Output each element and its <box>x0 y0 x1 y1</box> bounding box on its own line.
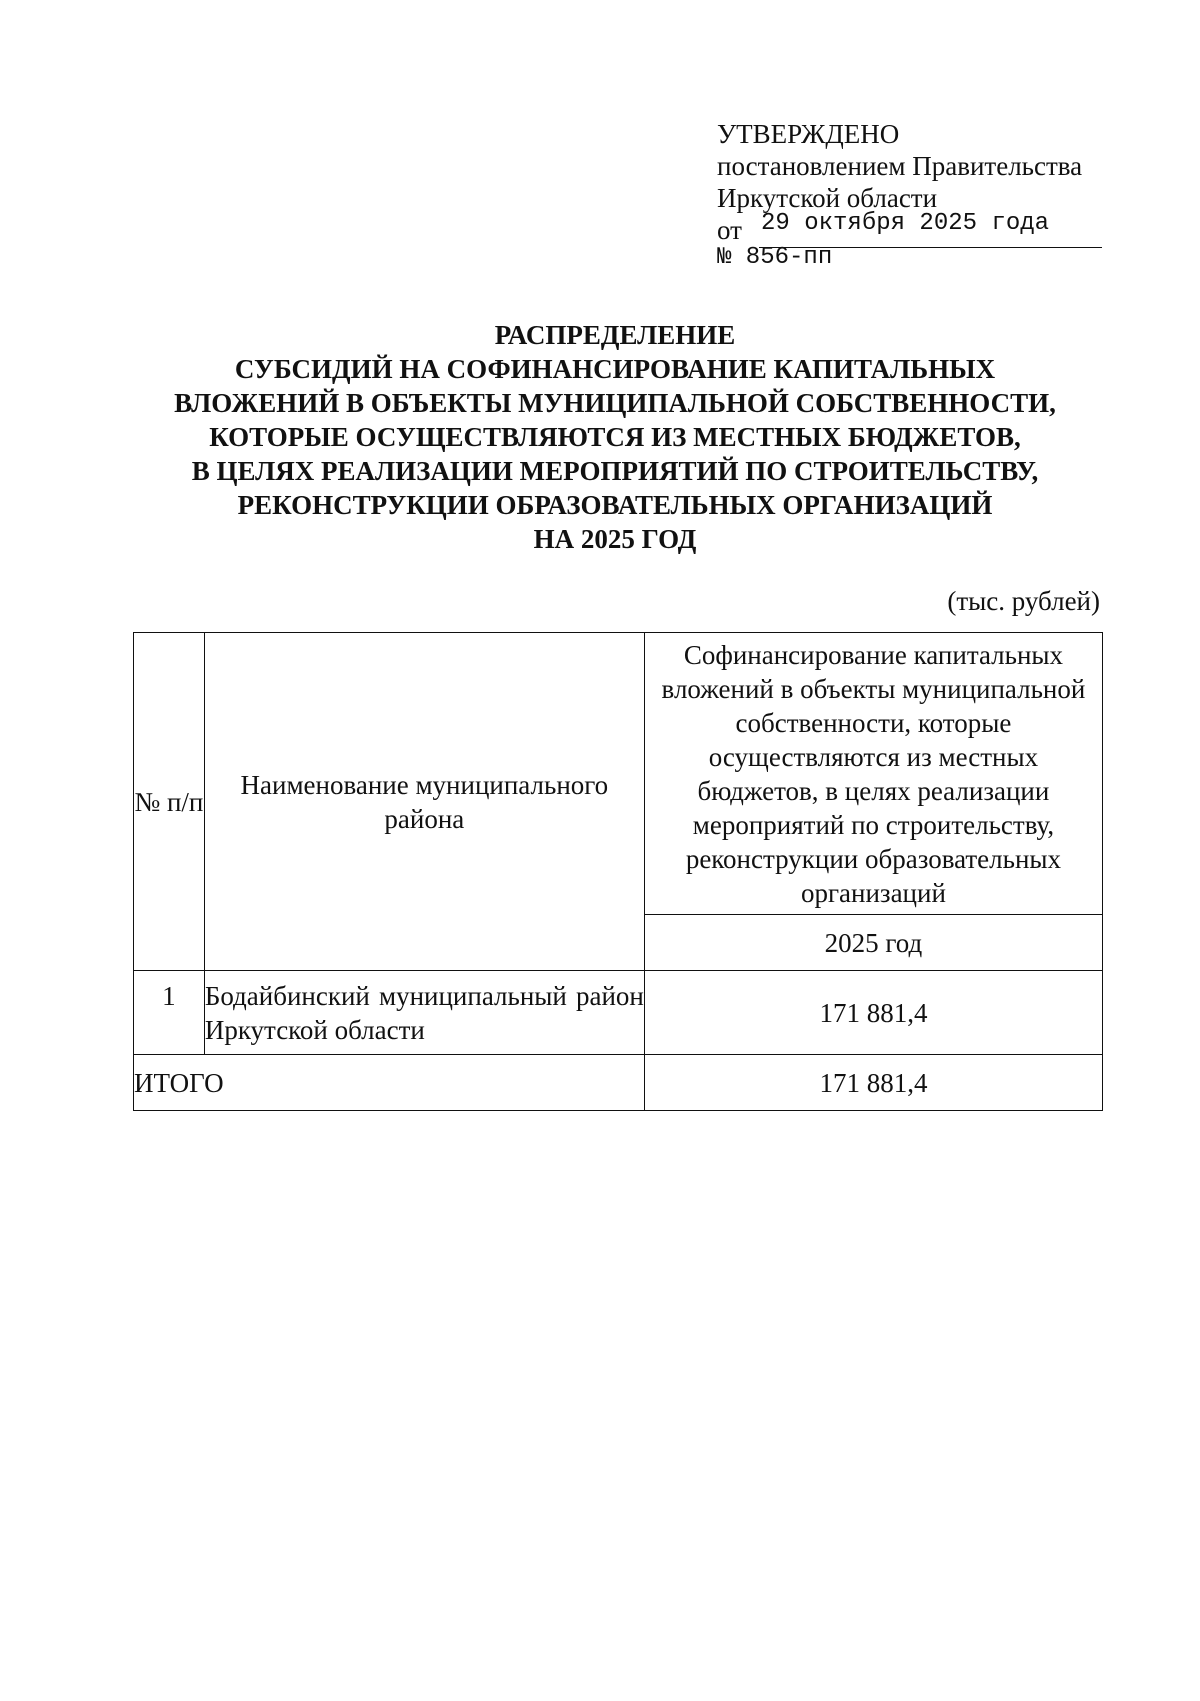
approval-date-label: от <box>717 215 742 245</box>
approval-number-value: № 856-пп <box>717 244 833 271</box>
table-row <box>134 971 1103 1055</box>
title-line: СУБСИДИЙ НА СОФИНАНСИРОВАНИЕ КАПИТАЛЬНЫХ <box>234 354 996 384</box>
title-line: НА 2025 ГОД <box>533 524 697 554</box>
title-line: ВЛОЖЕНИЙ В ОБЪЕКТЫ МУНИЦИПАЛЬНОЙ СОБСТВЕННОСТИ, <box>174 388 1056 418</box>
header-num: № п/п <box>134 633 205 971</box>
total-label: ИТОГО <box>134 1055 645 1111</box>
title-line: РЕКОНСТРУКЦИИ ОБРАЗОВАТЕЛЬНЫХ ОРГАНИЗАЦИЙ <box>237 490 993 520</box>
total-row <box>134 1055 1103 1111</box>
approval-date-value: 29 октября 2025 года <box>761 210 1050 237</box>
row-num: 1 <box>134 971 205 1055</box>
total-value: 171 881,4 <box>644 1055 1102 1111</box>
header-value: Софинансирование капитальных вложений в объекты муниципальной собственности, которые осуществляются из местных бюджетов, в целях реализации мероприятий по строительству, реконструкции образовательных организаций <box>644 633 1102 915</box>
title-line: В ЦЕЛЯХ РЕАЛИЗАЦИИ МЕРОПРИЯТИЙ ПО СТРОИТЕЛЬСТВУ, <box>191 456 1039 486</box>
header-name: Наименование муниципального района <box>204 633 644 971</box>
date-underline <box>759 247 1102 248</box>
title-line: РАСПРЕДЕЛЕНИЕ <box>494 320 736 350</box>
document-title <box>130 318 1100 556</box>
row-value: 171 881,4 <box>644 971 1102 1055</box>
approval-block <box>717 118 1102 276</box>
units-label: (тыс. рублей) <box>947 586 1100 616</box>
approval-line-2: Иркутской области <box>717 183 938 213</box>
header-year: 2025 год <box>644 915 1102 971</box>
approval-line-1: постановлением Правительства <box>717 151 1083 181</box>
title-line: КОТОРЫЕ ОСУЩЕСТВЛЯЮТСЯ ИЗ МЕСТНЫХ БЮДЖЕТОВ, <box>209 422 1021 452</box>
approval-status: УТВЕРЖДЕНО <box>717 119 900 149</box>
distribution-table <box>133 632 1103 1111</box>
approval-number-row <box>717 246 1102 276</box>
row-name: Бодайбинский муниципальный район Иркутской области <box>204 971 644 1055</box>
